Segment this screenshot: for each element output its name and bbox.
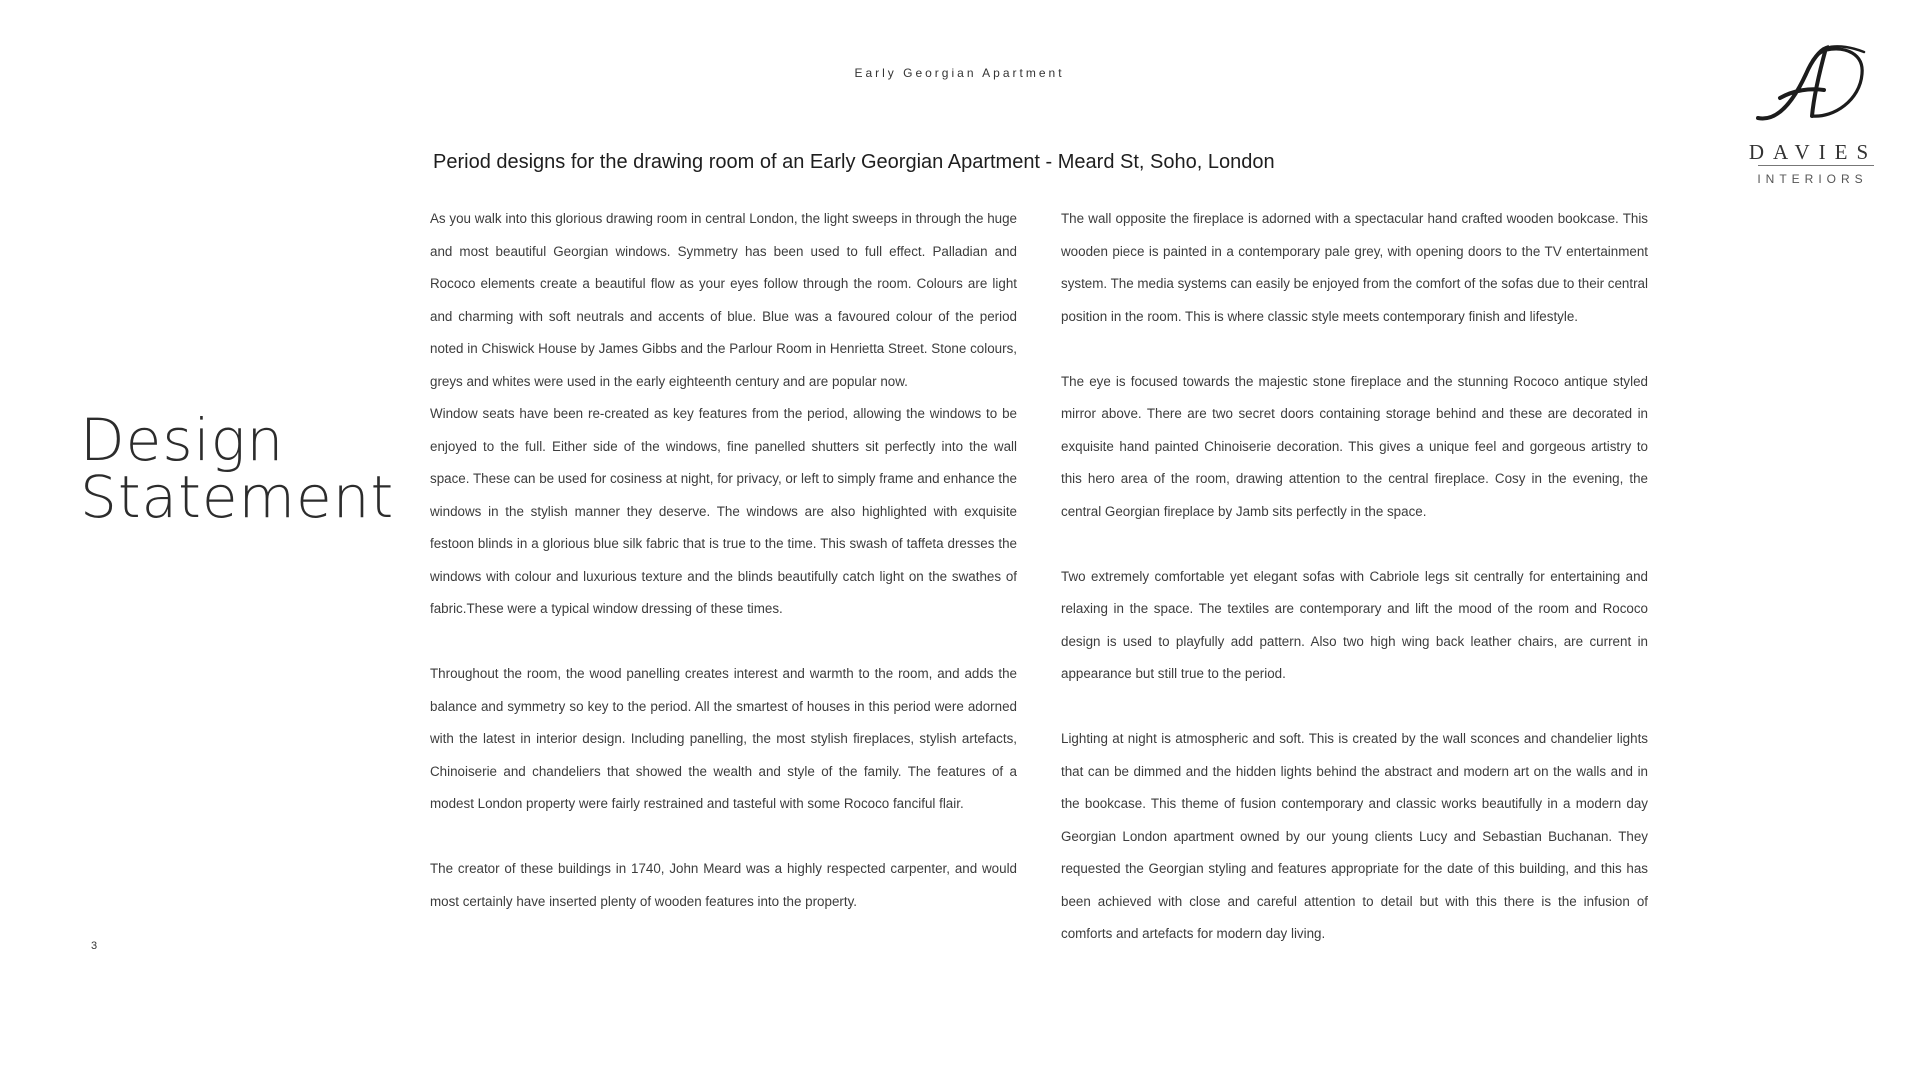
header-title: Early Georgian Apartment: [854, 66, 1065, 80]
paragraph: The wall opposite the fireplace is adorned with a spectacular hand crafted wooden bookcase. This wooden piece is painted in a contemporary pale grey, with opening doors to the TV entertainment system. The media systems can easily be enjoyed from the comfort of the sofas due to their central position in the room. This is where classic style meets contemporary finish and lifestyle.: [1061, 211, 1648, 324]
logo-divider: [1758, 165, 1874, 166]
page-number: 3: [91, 940, 98, 952]
left-text-column: [430, 203, 1017, 918]
paragraph: Throughout the room, the wood panelling creates interest and warmth to the room, and adds the balance and symmetry so key to the period. All the smartest of houses in this period were adorned with the latest in interior design. Including panelling, the most stylish fireplaces, stylish artefacts, Chinoiserie and chandeliers that showed the wealth and style of the family. The features of a modest London property were fairly restrained and tasteful with some Rococo fanciful flair.: [430, 666, 1017, 811]
brand-logo: [1735, 44, 1885, 194]
section-heading: [80, 406, 395, 531]
paragraph: Two extremely comfortable yet elegant sofas with Cabriole legs sit centrally for entertaining and relaxing in the space. The textiles are contemporary and lift the mood of the room and Rococo design is used to playfully add pattern. Also two high wing back leather chairs, are current in appearance but still true to the period.: [1061, 568, 1648, 681]
section-heading-line2: Statement: [80, 463, 395, 531]
monogram-icon: [1750, 44, 1870, 134]
document-title: Period designs for the drawing room of an Early Georgian Apartment - Meard St, Soho, London: [433, 151, 1275, 173]
logo-subtitle: INTERIORS: [1757, 172, 1868, 186]
paragraph: The eye is focused towards the majestic stone fireplace and the stunning Rococo antique styled mirror above. There are two secret doors containing storage behind and these are decorated in exquisite hand painted Chinoiserie decoration. This gives a unique feel and gorgeous artistry to this hero area of the room, drawing attention to the central fireplace. Cosy in the evening, the central Georgian fireplace by Jamb sits perfectly in the space.: [1061, 373, 1648, 519]
paragraph: The creator of these buildings in 1740, John Meard was a highly respected carpenter, and would most certainly have inserted plenty of wooden features into the property.: [430, 861, 1017, 909]
paragraph: Lighting at night is atmospheric and soft. This is created by the wall sconces and chandelier lights that can be dimmed and the hidden lights behind the abstract and modern art on the walls and in the bookcase. This theme of fusion contemporary and classic works beautifully in a modern day Georgian London apartment owned by our young clients Lucy and Sebastian Buchanan. They requested the Georgian styling and features appropriate for the date of this building, and this has been achieved with close and careful attention to detail but with this there is the infusion of comforts and artefacts for modern day living.: [1061, 731, 1648, 941]
paragraph: As you walk into this glorious drawing room in central London, the light sweeps in through the huge and most beautiful Georgian windows. Symmetry has been used to full effect. Palladian and Rococo elements create a beautiful flow as your eyes follow through the room. Colours are light and charming with soft neutrals and accents of blue. Blue was a favoured colour of the period noted in Chiswick House by James Gibbs and the Parlour Room in Henrietta Street. Stone colours, greys and whites were used in the early eighteenth century and are popular now.: [430, 211, 1017, 389]
logo-name: DAVIES: [1748, 140, 1878, 164]
right-text-column: [1061, 203, 1648, 951]
section-heading-line1: Design: [80, 406, 285, 474]
paragraph: Window seats have been re-created as key features from the period, allowing the windows to be enjoyed to the full. Either side of the windows, fine panelled shutters sit perfectly into the wall space. These can be used for cosiness at night, for privacy, or left to simply frame and enhance the windows in the stylish manner they deserve. The windows are also highlighted with exquisite festoon blinds in a glorious blue silk fabric that is true to the time. This swash of taffeta dresses the windows with colour and luxurious texture and the blinds beautifully catch light on the swathes of fabric.These were a typical window dressing of these times.: [430, 406, 1017, 616]
